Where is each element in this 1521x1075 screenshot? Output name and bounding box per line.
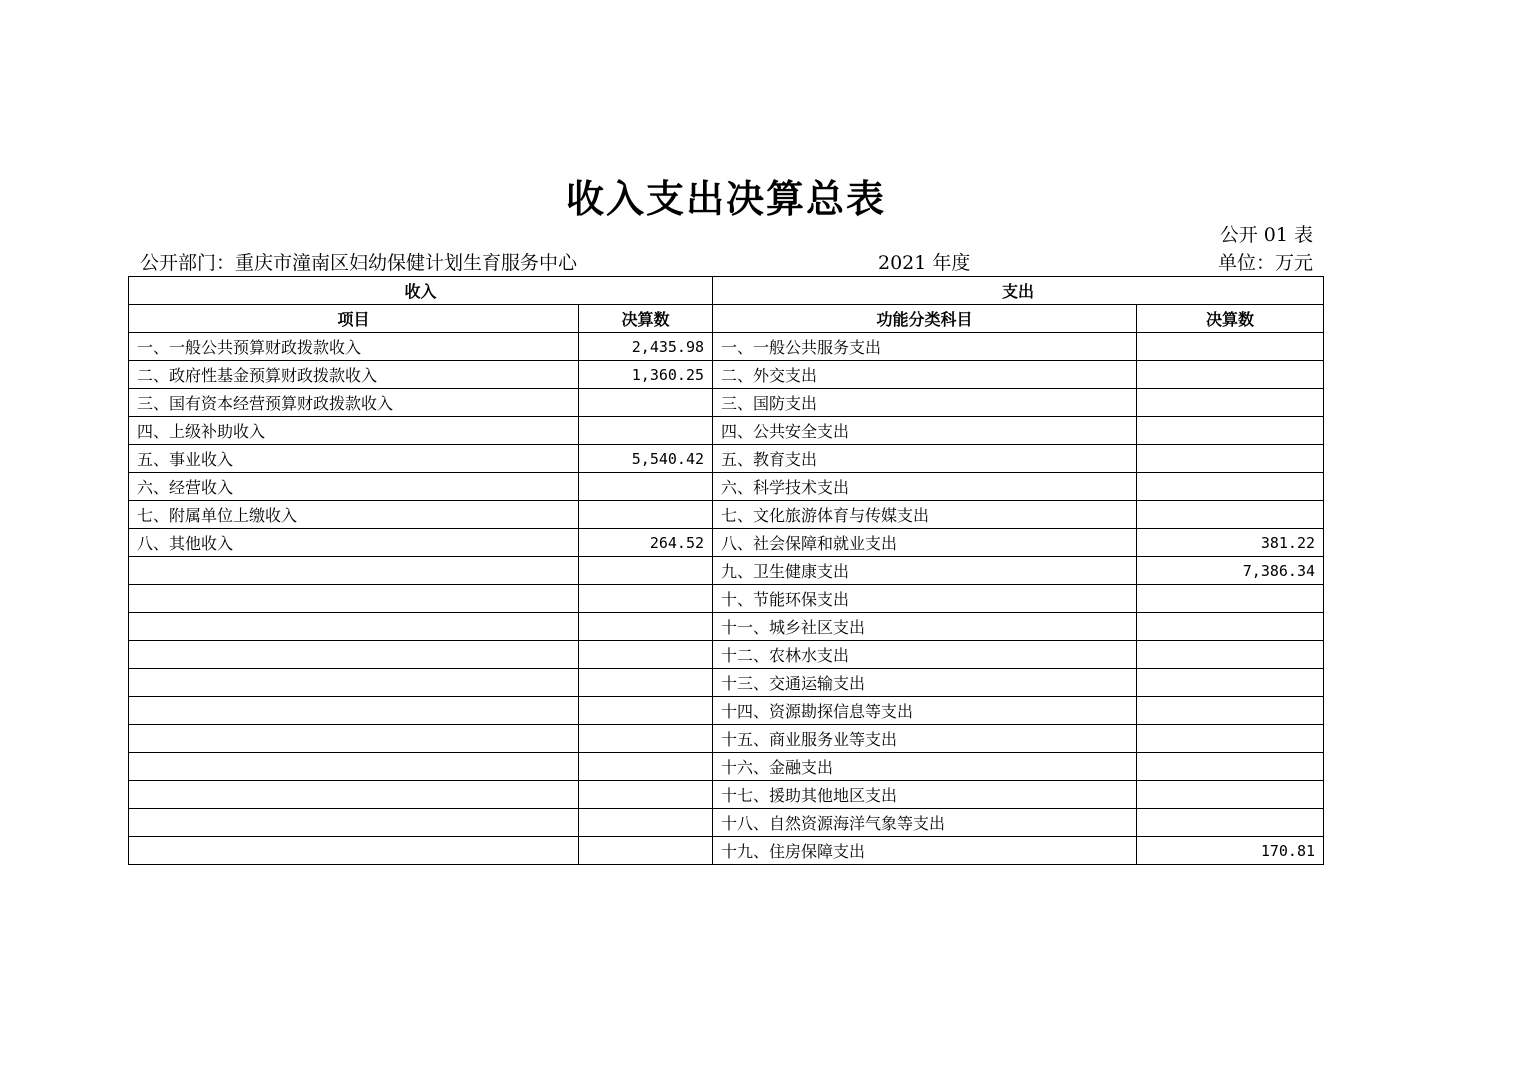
table-row [129, 389, 1324, 417]
fiscal-year: 2021 年度 [878, 252, 971, 274]
income-amount-cell: 264.52 [579, 529, 713, 557]
expense-amount-cell [1137, 473, 1324, 501]
table-row [129, 641, 1324, 669]
table-row [129, 725, 1324, 753]
income-amount-cell [579, 389, 713, 417]
expense-amount-cell [1137, 697, 1324, 725]
income-amount-cell [579, 501, 713, 529]
expense-amount-cell [1137, 753, 1324, 781]
table-row [129, 445, 1324, 473]
expense-amount-cell [1137, 669, 1324, 697]
income-item-cell [129, 613, 579, 641]
expense-amount-cell [1137, 641, 1324, 669]
table-row [129, 837, 1324, 865]
budget-table [128, 276, 1324, 865]
expense-amount-cell: 381.22 [1137, 529, 1324, 557]
income-amount-cell [579, 809, 713, 837]
income-item-cell [129, 669, 579, 697]
meta-row [140, 248, 1313, 276]
section-header-row [129, 277, 1324, 305]
expense-item-cell: 十八、自然资源海洋气象等支出 [713, 809, 1137, 837]
expense-item-cell: 十三、交通运输支出 [713, 669, 1137, 697]
income-amount-cell [579, 725, 713, 753]
unit-label: 单位：万元 [1217, 252, 1313, 274]
income-amount-cell [579, 753, 713, 781]
expense-item-cell: 九、卫生健康支出 [713, 557, 1137, 585]
expense-item-cell: 十二、农林水支出 [713, 641, 1137, 669]
table-row [129, 361, 1324, 389]
table-row [129, 529, 1324, 557]
income-item-cell [129, 753, 579, 781]
income-item-cell: 一、一般公共预算财政拨款收入 [129, 333, 579, 361]
expense-item-cell: 六、科学技术支出 [713, 473, 1137, 501]
income-amount-cell [579, 697, 713, 725]
income-item-cell: 四、上级补助收入 [129, 417, 579, 445]
table-row [129, 501, 1324, 529]
expense-item-cell: 二、外交支出 [713, 361, 1137, 389]
expense-amount-cell [1137, 361, 1324, 389]
income-amount-cell: 2,435.98 [579, 333, 713, 361]
income-amount-cell [579, 613, 713, 641]
income-amount-cell [579, 417, 713, 445]
income-item-cell [129, 781, 579, 809]
table-row [129, 697, 1324, 725]
table-row [129, 473, 1324, 501]
table-row [129, 781, 1324, 809]
income-item-cell: 七、附属单位上缴收入 [129, 501, 579, 529]
expense-item-cell: 十一、城乡社区支出 [713, 613, 1137, 641]
table-number: 公开 01 表 [1219, 224, 1313, 246]
table-row [129, 613, 1324, 641]
income-amount-cell [579, 585, 713, 613]
income-amount-cell [579, 837, 713, 865]
table-row [129, 333, 1324, 361]
table-row [129, 417, 1324, 445]
expense-item-cell: 十九、住房保障支出 [713, 837, 1137, 865]
expense-item-cell: 十七、援助其他地区支出 [713, 781, 1137, 809]
income-amount-cell [579, 781, 713, 809]
expense-amount-cell [1137, 781, 1324, 809]
income-header: 收入 [129, 277, 713, 305]
income-item-cell [129, 641, 579, 669]
income-amount-cell [579, 473, 713, 501]
table-row [129, 753, 1324, 781]
expense-amount-cell [1137, 445, 1324, 473]
expense-item-cell: 七、文化旅游体育与传媒支出 [713, 501, 1137, 529]
income-item-cell [129, 557, 579, 585]
income-item-cell: 三、国有资本经营预算财政拨款收入 [129, 389, 579, 417]
expense-header: 支出 [713, 277, 1324, 305]
expense-item-cell: 十、节能环保支出 [713, 585, 1137, 613]
income-item-cell [129, 585, 579, 613]
income-item-cell [129, 725, 579, 753]
income-amount-cell: 1,360.25 [579, 361, 713, 389]
income-item-cell: 八、其他收入 [129, 529, 579, 557]
expense-amount-cell [1137, 585, 1324, 613]
table-row [129, 669, 1324, 697]
department-label: 公开部门：重庆市潼南区妇幼保健计划生育服务中心 [140, 252, 578, 274]
table-body [129, 333, 1324, 865]
income-amount-cell [579, 641, 713, 669]
expense-amount-cell [1137, 501, 1324, 529]
table-row [129, 557, 1324, 585]
expense-item-cell: 十四、资源勘探信息等支出 [713, 697, 1137, 725]
expense-amount-cell: 7,386.34 [1137, 557, 1324, 585]
expense-amount-cell [1137, 725, 1324, 753]
income-item-cell: 六、经营收入 [129, 473, 579, 501]
column-header-row [129, 305, 1324, 333]
expense-amount-cell [1137, 333, 1324, 361]
expense-item-cell: 四、公共安全支出 [713, 417, 1137, 445]
income-item-cell [129, 837, 579, 865]
expense-amount-cell [1137, 613, 1324, 641]
expense-amount-cell [1137, 809, 1324, 837]
expense-item-cell: 五、教育支出 [713, 445, 1137, 473]
table-row [129, 809, 1324, 837]
income-amount-cell [579, 669, 713, 697]
income-amount-cell: 5,540.42 [579, 445, 713, 473]
income-amount-cell [579, 557, 713, 585]
expense-item-cell: 十五、商业服务业等支出 [713, 725, 1137, 753]
expense-item-cell: 一、一般公共服务支出 [713, 333, 1137, 361]
expense-amount-cell [1137, 417, 1324, 445]
page-title: 收入支出决算总表 [565, 176, 886, 221]
expense-amount-cell [1137, 389, 1324, 417]
expense-amount-cell: 170.81 [1137, 837, 1324, 865]
category-header: 功能分类科目 [713, 305, 1137, 333]
income-amount-header: 决算数 [579, 305, 713, 333]
expense-amount-header: 决算数 [1137, 305, 1324, 333]
income-item-cell: 二、政府性基金预算财政拨款收入 [129, 361, 579, 389]
expense-item-cell: 十六、金融支出 [713, 753, 1137, 781]
income-item-cell: 五、事业收入 [129, 445, 579, 473]
item-header: 项目 [129, 305, 579, 333]
table-row [129, 585, 1324, 613]
expense-item-cell: 八、社会保障和就业支出 [713, 529, 1137, 557]
expense-item-cell: 三、国防支出 [713, 389, 1137, 417]
income-item-cell [129, 809, 579, 837]
income-item-cell [129, 697, 579, 725]
